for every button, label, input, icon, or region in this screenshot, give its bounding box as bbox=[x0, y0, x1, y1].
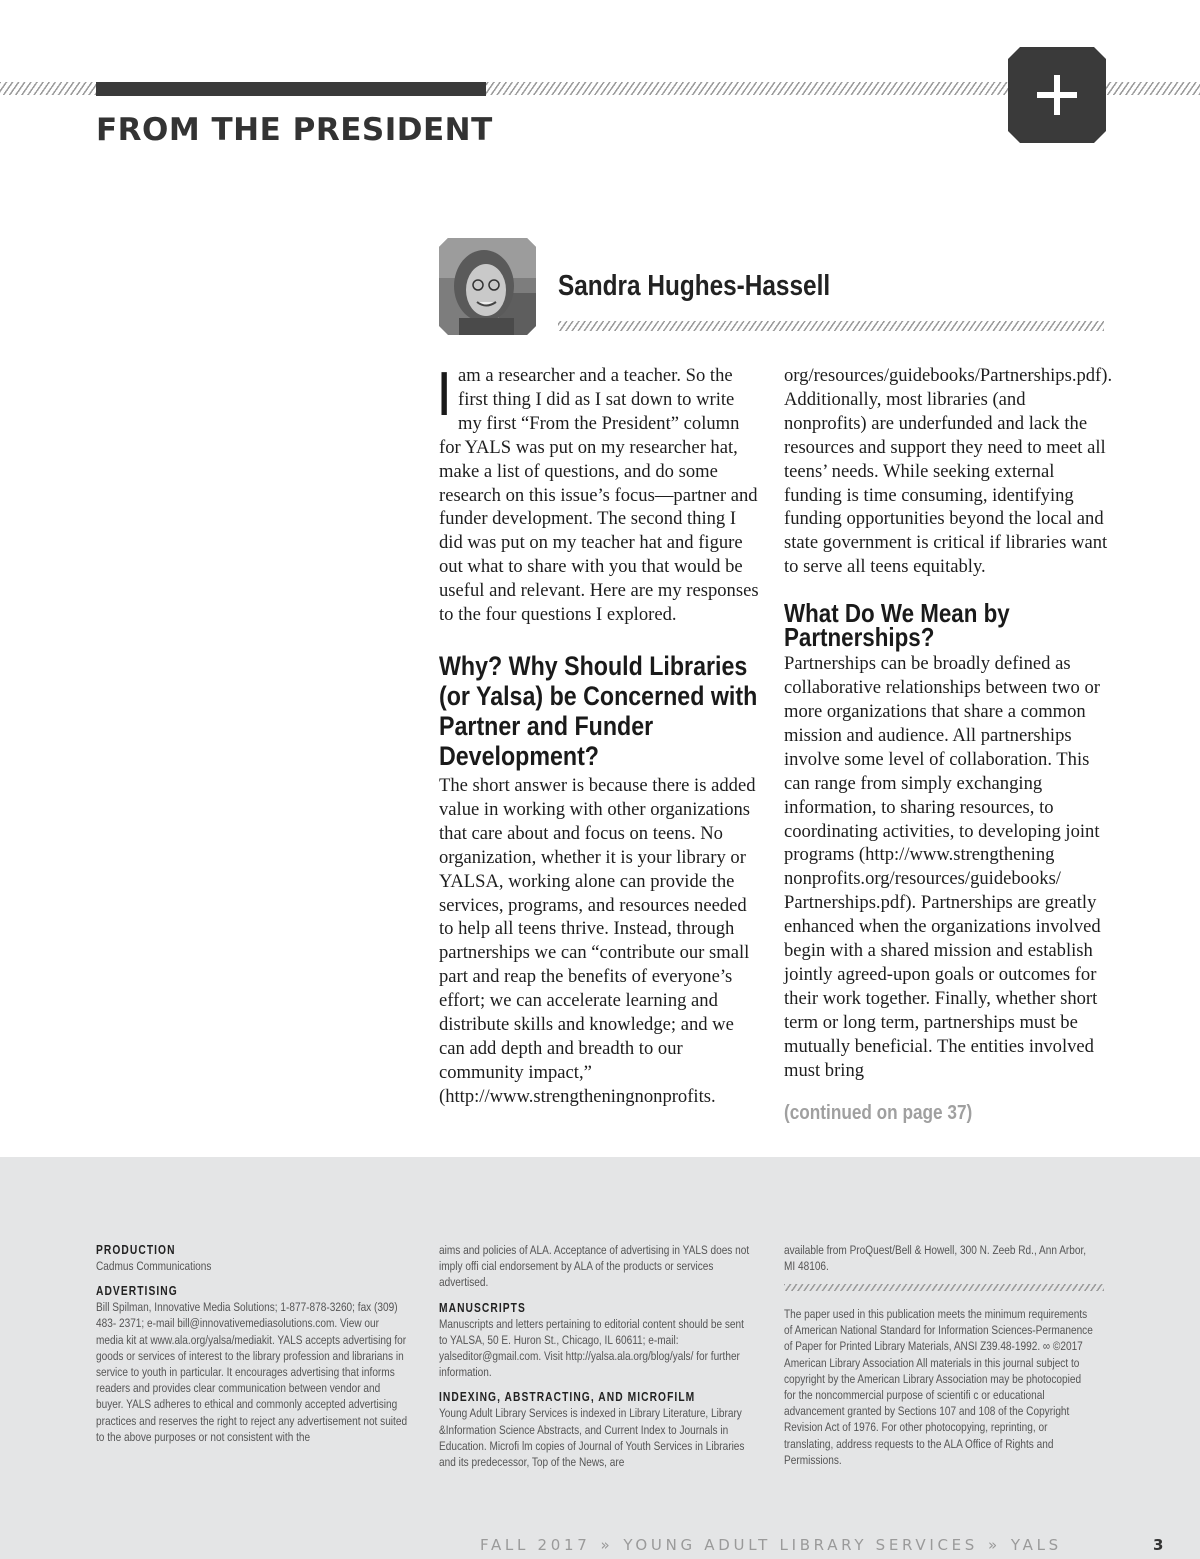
article-column-1 bbox=[439, 360, 759, 1109]
article-column-2 bbox=[784, 364, 1113, 1082]
paper-text: The paper used in this publication meets the minimum requirements of American National Standard for Information Sciences-Permanence of Paper for Printed Library Materials, ANSI Z39.48-1992. ∞ ©2017 American Library Association All materials in this journal subject to copyright by the American Library Association may be photocopied for the noncommercial purpose of scientifi c or educational advancement granted by Sections 107 and 108 of the Copyright Revision Act of 1976. For other photocopying, reprinting, or translating, address requests to the ALA Office of Rights and Permissions. bbox=[784, 1307, 1093, 1467]
footer-separator: » bbox=[600, 1536, 614, 1554]
indexing-text-continued: available from ProQuest/Bell & Howell, 300 N. Zeeb Rd., Ann Arbor, MI 48106. bbox=[784, 1243, 1087, 1274]
running-footer bbox=[480, 1536, 1062, 1554]
drop-cap: I bbox=[439, 360, 450, 429]
advertising-heading: ADVERTISING bbox=[96, 1284, 178, 1299]
indexing-text: Young Adult Library Services is indexed in Library Literature, Library &Information Science Abstracts, and Current Index to Journals in Education. Microfi lm copies of Journal of Youth Services in Libraries and its predecessor, Top of the News, are bbox=[439, 1406, 745, 1470]
heading-what: What Do We Mean by Partnerships? bbox=[784, 598, 1010, 653]
body-why: The short answer is because there is added value in working with other organizations that care about and focus on teens. No organization, whether it is your library or YALSA, working alone can provide the services, programs, and resources needed to help all teens thrive. Instead, through partnerships we can “contribute our small part and reap the benefits of everyone’s effort; we can accelerate learning and distribute skills and knowledge; and we can add depth and breadth to our community impact,” (http://www.strengtheningnonprofits. bbox=[439, 774, 756, 1107]
header-hatch-left bbox=[0, 82, 96, 95]
footer-abbrev: YALS bbox=[1010, 1536, 1062, 1554]
body-why-continued: org/resources/guidebooks/Partnerships.pdf). Additionally, most libraries (and nonprofits) are underfunded and lack the resources and support they need to meet all teens’ needs. While seeking external funding is time consuming, identifying funding opportunities beyond the local and state government is critical if libraries want to serve all teens equitably. bbox=[784, 365, 1113, 578]
intro-paragraph: Iam a researcher and a teacher. So the first thing I did as I sat down to write my first “From the President” column for YALS was put on my researcher hat, make a list of questions, and do some research on this issue’s focus—partner and funder development. The second thing I did was put on my teacher hat and figure out what to share with you that would be useful and relevant. Here are my responses to the four questions I explored. bbox=[439, 360, 759, 626]
footer-season: FALL 2017 bbox=[480, 1536, 591, 1554]
author-name: Sandra Hughes-Hassell bbox=[558, 270, 831, 302]
production-text: Cadmus Communications bbox=[96, 1259, 212, 1273]
header-bar bbox=[96, 82, 486, 96]
footer-column-1 bbox=[96, 1242, 408, 1445]
footer-journal: YOUNG ADULT LIBRARY SERVICES bbox=[623, 1536, 979, 1554]
page-number: 3 bbox=[1153, 1536, 1164, 1554]
author-portrait-image bbox=[439, 238, 536, 335]
footer-rule bbox=[784, 1284, 1104, 1291]
author-name-rule bbox=[558, 321, 1104, 331]
manuscripts-text: Manuscripts and letters pertaining to editorial content should be sent to YALSA, 50 E. Huron St., Chicago, IL 60611; e-mail: yalseditor@gmail.com. Visit http://yalsa.ala.org/blog/yals/ for further information. bbox=[439, 1316, 744, 1380]
indexing-heading: INDEXING, ABSTRACTING, AND MICROFILM bbox=[439, 1390, 696, 1405]
heading-why: Why? Why Should Libraries (or Yalsa) be Concerned with Partner and Funder Development? bbox=[439, 650, 758, 771]
continued-note: (continued on page 37) bbox=[784, 1102, 973, 1124]
manuscripts-heading: MANUSCRIPTS bbox=[439, 1300, 526, 1315]
production-heading: PRODUCTION bbox=[96, 1243, 176, 1257]
footer-column-2 bbox=[439, 1242, 751, 1470]
plus-icon bbox=[1008, 47, 1106, 143]
footer-column-3 bbox=[784, 1242, 1096, 1274]
footer-separator: » bbox=[988, 1536, 1001, 1554]
advertising-text: Bill Spilman, Innovative Media Solutions; 1-877-878-3260; fax (309) 483- 2371; e-mail bill@innovativemediasolutions.com. View our media kit at www.ala.org/yalsa/mediakit. YALS accepts advertising for goods or services of interest to the library profession and librarians in service to youth in particular. It encourages advertising that informs readers and provides clear communication between vendor and buyer. YALS adheres to ethical and commonly accepted advertising practices and reserves the right to reject any advertisement not suited to the above purposes or not consistent with the bbox=[96, 1300, 408, 1444]
body-what: Partnerships can be broadly defined as collaborative relationships between two or more organizations that share a common mission and audience. All partnerships involve some level of collaboration. This can range from simply exchanging information, to sharing resources, to coordinating activities, to developing joint programs (http://www.strengthening nonprofits.org/resources/guidebooks/ Partnerships.pdf). Partnerships are greatly enhanced when the organizations involved begin with a shared mission and establish jointly agreed-upon goals or outcomes for their work together. Finally, whether short term or long term, partnerships must be mutually beneficial. The entities involved must bring bbox=[784, 653, 1101, 1081]
footer-column-3-paper bbox=[784, 1306, 1096, 1468]
section-title: FROM THE PRESIDENT bbox=[96, 112, 493, 148]
advertising-text-continued: aims and policies of ALA. Acceptance of advertising in YALS does not imply offi cial endorsement by ALA of the products or services advertised. bbox=[439, 1243, 750, 1290]
